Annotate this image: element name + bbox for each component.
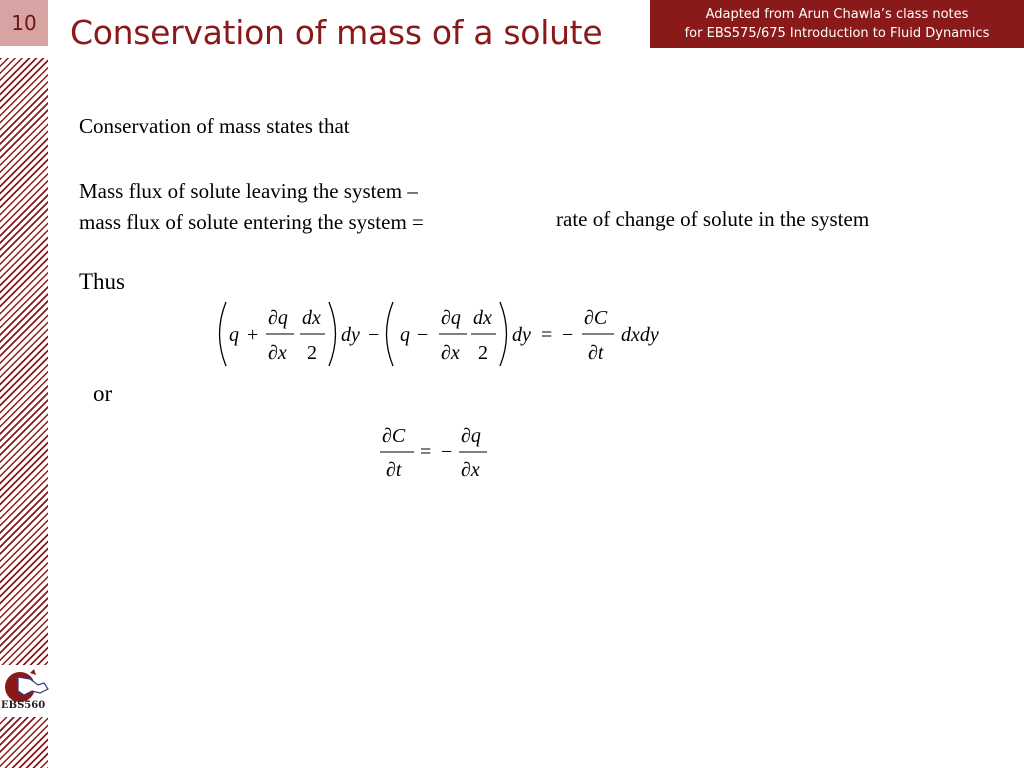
logo-label: EBS560 [1, 700, 46, 711]
svg-text:q: q [400, 324, 410, 346]
svg-text:2: 2 [478, 342, 488, 364]
svg-text:∂C: ∂C [584, 307, 608, 329]
thus-label: Thus [79, 269, 125, 294]
svg-text:−: − [441, 441, 453, 463]
credit-banner [650, 0, 1024, 48]
or-label: or [93, 381, 113, 406]
svg-text:2: 2 [307, 342, 317, 364]
credit-line-2: for EBS575/675 Introduction to Fluid Dynamics [684, 26, 990, 41]
svg-text:+: + [247, 324, 259, 346]
statement-line-2: mass flux of solute entering the system = [79, 210, 424, 234]
svg-text:dxdy: dxdy [621, 324, 659, 346]
svg-text:−: − [417, 324, 429, 346]
credit-line-1: Adapted from Arun Chawla’s class notes [705, 7, 969, 22]
intro-text: Conservation of mass states that [79, 114, 350, 138]
svg-text:dx: dx [302, 307, 321, 329]
svg-text:=: = [420, 441, 432, 463]
statement-rhs: rate of change of solute in the system [556, 207, 870, 231]
mass-balance-equation [210, 298, 690, 370]
logo-emblem-icon [0, 665, 50, 705]
svg-text:∂q: ∂q [461, 425, 481, 447]
result-equation [376, 418, 496, 484]
svg-text:dy: dy [512, 324, 531, 346]
slide-number: 10 [0, 0, 48, 46]
svg-text:dy: dy [341, 324, 360, 346]
svg-text:∂C: ∂C [382, 425, 406, 447]
svg-text:−: − [368, 324, 380, 346]
svg-text:∂t: ∂t [386, 459, 402, 481]
slide-title: Conservation of mass of a solute [70, 13, 603, 52]
svg-text:∂x: ∂x [441, 342, 460, 364]
svg-text:∂t: ∂t [588, 342, 604, 364]
svg-text:∂x: ∂x [268, 342, 287, 364]
decorative-stripe [0, 58, 48, 768]
svg-text:q: q [229, 324, 239, 346]
svg-text:dx: dx [473, 307, 492, 329]
svg-text:−: − [562, 324, 574, 346]
svg-text:=: = [541, 324, 553, 346]
statement-line-1: Mass flux of solute leaving the system – [79, 179, 418, 203]
svg-text:∂q: ∂q [441, 307, 461, 329]
svg-text:∂q: ∂q [268, 307, 288, 329]
svg-text:∂x: ∂x [461, 459, 480, 481]
